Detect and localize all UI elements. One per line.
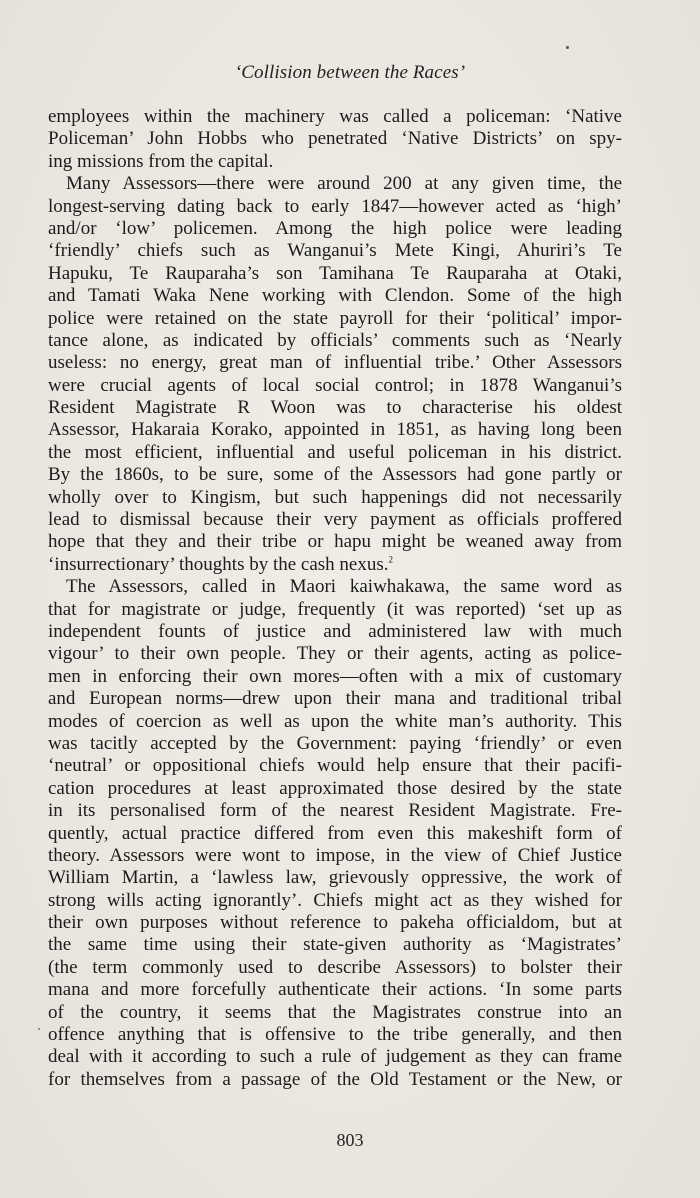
text-line: their own purposes without reference to pakeha officialdom, but at [48, 912, 622, 934]
text-line: cation procedures at least approximated those desired by the state [48, 777, 622, 799]
paragraph [48, 576, 622, 1091]
text-line: ‘friendly’ chiefs such as Wanganui’s Mete Kingi, Ahuriri’s Te [48, 240, 622, 262]
text-line: of the country, it seems that the Magistrates construe into an [48, 1001, 622, 1023]
text-line: (the term commonly used to describe Assessors) to bolster their [48, 956, 622, 978]
footnote-marker[interactable]: 2 [388, 554, 394, 565]
page-number: 803 [336, 1130, 364, 1150]
text-line: mana and more forcefully authenticate their actions. ‘In some parts [48, 979, 622, 1001]
text-line: independent founts of justice and administered law with much [48, 620, 622, 642]
text-line: Many Assessors—there were around 200 at any given time, the [66, 173, 622, 195]
text-line: ‘neutral’ or oppositional chiefs would help ensure that their pacifi- [48, 755, 622, 777]
text-line: offence anything that is offensive to the tribe generally, and then [48, 1024, 622, 1046]
text-line: useless: no energy, great man of influential tribe.’ Other Assessors [48, 352, 622, 374]
text-line: strong wills acting ignorantly’. Chiefs might act as they wished for [48, 889, 622, 911]
text-line: employees within the machinery was called a policeman: ‘Native [48, 106, 622, 127]
body-text [48, 106, 622, 1091]
text-line: The Assessors, called in Maori kaiwhakawa, the same word as [66, 576, 622, 598]
text-line: Resident Magistrate R Woon was to characterise his oldest [48, 397, 622, 419]
text-line: tance alone, as indicated by officials’ comments such as ‘Nearly [48, 329, 622, 351]
text-line: and European norms—drew upon their mana and traditional tribal [48, 688, 622, 710]
text-line: quently, actual practice differed from even this makeshift form of [48, 822, 622, 844]
text-line: longest-serving dating back to early 1847—however acted as ‘high’ [48, 195, 622, 217]
text-line: vigour’ to their own people. They or their agents, acting as police- [48, 643, 622, 665]
text-line: the same time using their state-given authority as ‘Magistrates’ [48, 934, 622, 956]
text-line: theory. Assessors were wont to impose, in the view of Chief Justice [48, 844, 622, 866]
text-line: wholly over to Kingism, but such happenings did not necessarily [48, 486, 622, 508]
text-line: men in enforcing their own mores—often with a mix of customary [48, 665, 622, 687]
paragraph [48, 106, 622, 173]
running-head: ‘Collision between the Races’ [234, 62, 466, 83]
text-line: ing missions from the capital. [48, 150, 274, 172]
text-line: and/or ‘low’ policemen. Among the high police were leading [48, 217, 622, 239]
text-line: was tacitly accepted by the Government: paying ‘friendly’ or even [48, 732, 622, 754]
text-line: ‘insurrectionary’ thoughts by the cash nexus.$^2$ [48, 553, 394, 575]
text-line: lead to dismissal because their very payment as officials proffered [48, 509, 622, 531]
text-line: in its personalised form of the nearest Resident Magistrate. Fre- [48, 800, 622, 822]
text-line: for themselves from a passage of the Old Testament or the New, or [48, 1068, 622, 1090]
text-line: that for magistrate or judge, frequently (it was reported) ‘set up as [48, 598, 622, 620]
text-line: were crucial agents of local social control; in 1878 Wanganui’s [48, 374, 622, 396]
text-line: Policeman’ John Hobbs who penetrated ‘Native Districts’ on spy- [48, 128, 622, 150]
margin-mark [38, 1028, 40, 1030]
text-line: hope that they and their tribe or hapu might be weaned away from [48, 531, 622, 553]
paper-speck [566, 46, 569, 49]
text-line: police were retained on the state payroll for their ‘political’ impor- [48, 307, 622, 329]
text-line: Assessor, Hakaraia Korako, appointed in 1851, as having long been [48, 419, 622, 441]
text-line: the most efficient, influential and useful policeman in his district. [48, 441, 622, 463]
text-line: deal with it according to such a rule of judgement as they can frame [48, 1046, 622, 1068]
text-line: William Martin, a ‘lawless law, grievously oppressive, the work of [48, 867, 622, 889]
text-line: and Tamati Waka Nene working with Clendon. Some of the high [48, 285, 622, 307]
text-line: Hapuku, Te Rauparaha’s son Tamihana Te Rauparaha at Otaki, [48, 262, 622, 284]
paragraph [48, 173, 622, 576]
text-line: modes of coercion as well as upon the white man’s authority. This [48, 710, 622, 732]
text-line: By the 1860s, to be sure, some of the Assessors had gone partly or [48, 464, 622, 486]
